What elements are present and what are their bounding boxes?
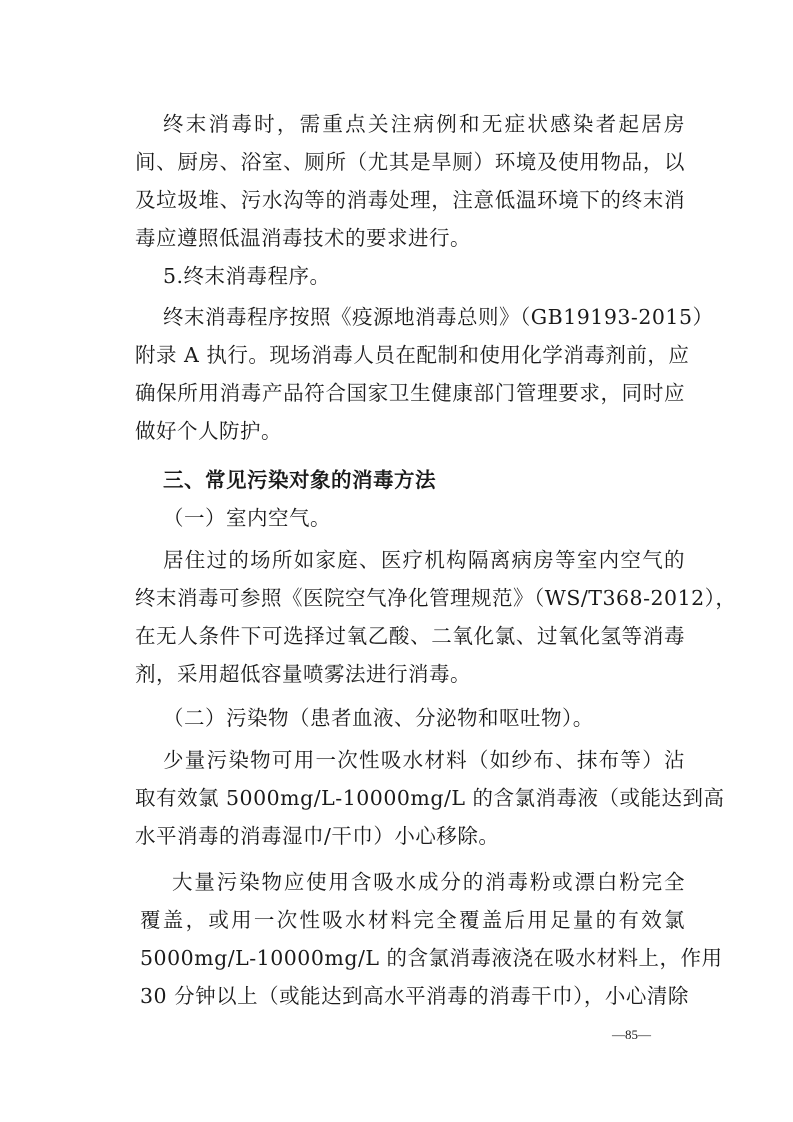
section-subheading: 5.终末消毒程序。 (163, 264, 331, 288)
paragraph-line: 在无人条件下可选择过氧乙酸、二氧化氯、过氧化氢等消毒 (135, 624, 685, 648)
paragraph-line: 覆盖，或用一次性吸水材料完全覆盖后用足量的有效氯 (140, 908, 685, 932)
paragraph-line: 少量污染物可用一次性吸水材料（如纱布、抹布等）沾 (163, 748, 685, 772)
subsection-heading: （一）室内空气。 (163, 506, 331, 530)
paragraph-line: 终末消毒时，需重点关注病例和无症状感染者起居房 (163, 112, 685, 136)
page-number: —85— (612, 1027, 651, 1042)
paragraph-line: 毒应遵照低温消毒技术的要求进行。 (135, 226, 471, 250)
paragraph-line: 附录 A 执行。现场消毒人员在配制和使用化学消毒剂前，应 (135, 343, 690, 367)
subsection-heading: （二）污染物（患者血液、分泌物和呕吐物）。 (163, 706, 594, 730)
paragraph-line: 大量污染物应使用含吸水成分的消毒粉或漂白粉完全 (172, 870, 685, 894)
paragraph-line: 确保所用消毒产品符合国家卫生健康部门管理要求，同时应 (135, 381, 685, 405)
paragraph-line: 及垃圾堆、污水沟等的消毒处理，注意低温环境下的终末消 (135, 188, 685, 212)
paragraph-line: 终末消毒程序按照《疫源地消毒总则》（GB19193-2015） (163, 305, 714, 329)
paragraph-line: 间、厨房、浴室、厕所（尤其是旱厕）环境及使用物品，以 (135, 150, 685, 174)
paragraph-line: 水平消毒的消毒湿巾/干巾）小心移除。 (135, 824, 500, 848)
section-heading: 三、常见污染对象的消毒方法 (163, 468, 436, 492)
paragraph-line: 做好个人防护。 (135, 419, 282, 443)
paragraph-line: 剂，采用超低容量喷雾法进行消毒。 (135, 662, 471, 686)
paragraph-line: 居住过的场所如家庭、医疗机构隔离病房等室内空气的 (163, 548, 685, 572)
paragraph-line: 5000mg/L-10000mg/L 的含氯消毒液浇在吸水材料上，作用 (140, 946, 723, 970)
paragraph-line: 30 分钟以上（或能达到高水平消毒的消毒干巾），小心清除 (140, 984, 689, 1008)
paragraph-line: 终末消毒可参照《医院空气净化管理规范》（WS/T368-2012）， (135, 586, 737, 610)
paragraph-line: 取有效氯 5000mg/L-10000mg/L 的含氯消毒液（或能达到高 (135, 786, 725, 810)
